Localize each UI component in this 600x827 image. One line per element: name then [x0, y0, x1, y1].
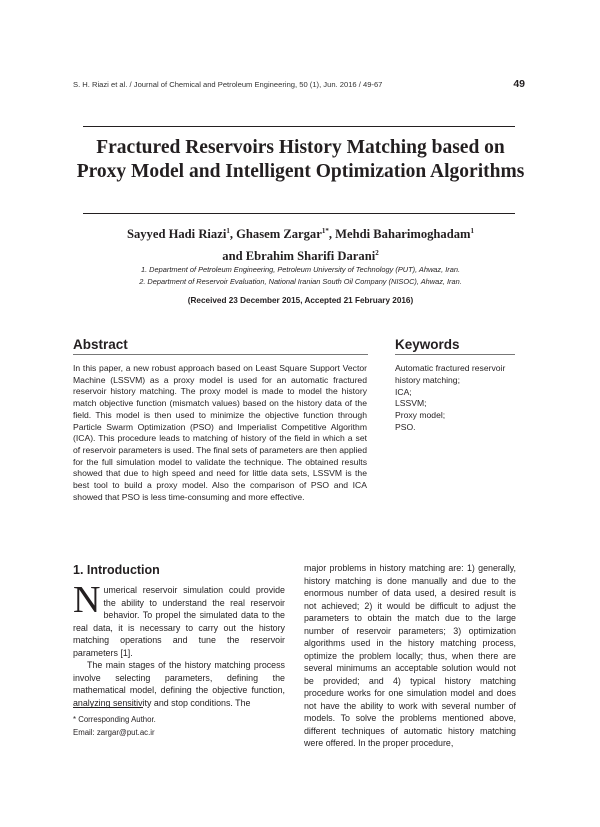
- title-bottom-rule: [83, 213, 515, 214]
- corresponding-author-note: * Corresponding Author.: [73, 715, 156, 724]
- footnote: [73, 713, 156, 739]
- intro-column-1: [73, 579, 285, 709]
- running-head: S. H. Riazi et al. / Journal of Chemical and Petroleum Engineering, 50 (1), Jun. 2016 / 49-67: [73, 80, 383, 89]
- author-name: Ghasem Zargar: [236, 227, 322, 242]
- keywords-heading: Keywords: [395, 337, 460, 352]
- abstract-rule: [73, 354, 368, 355]
- intro-paragraph-2: The main stages of the history matching process involve selecting parameters, defining the mathematical model, defining the objective function, analyzing sensitivity and stop conditions. The: [73, 660, 285, 708]
- author-list: [73, 222, 528, 265]
- footnote-rule: [73, 707, 143, 708]
- drop-cap: N: [73, 579, 101, 621]
- keyword-item: PSO.: [395, 421, 416, 432]
- author-affiliation-mark: 1: [470, 227, 475, 235]
- page-number: 49: [513, 78, 525, 90]
- intro-paragraph-1: Numerical reservoir simulation could provide the ability to understand the real reservoir behavior. To propel the simulated data to the real data, it is necessary to carry out the history matching operations and tune the reservoir parameters [1].: [73, 579, 285, 658]
- keywords-rule: [395, 354, 515, 355]
- affiliations: [73, 264, 528, 288]
- keyword-item: Proxy model;: [395, 410, 446, 421]
- intro-column-2: [304, 562, 516, 750]
- abstract-text: In this paper, a new robust approach based on Least Square Support Vector Machine (LSSVM) as a proxy model is used for an automatic fractured reservoir history matching. The proxy model is made to model the history match objective function (mismatch values) based on the history data of the field. This model is then used to minimize the objective function through Particle Swarm Optimization (PSO) and Imperialist Competitive Algorithm (ICA). This procedure leads to matching of history of the field in which a set of reservoir parameters is used. The final sets of parameters are then applied for the full simulation model to validate the technique. The obtained results showed that due to high speed and need for little data sets, LSSVM is the best tool to build a proxy model. Also the comparison of PSO and ICA showed that PSO is less time-consuming and more effective.: [73, 363, 367, 502]
- introduction-heading: 1. Introduction: [73, 563, 160, 577]
- affiliation-2: 2. Department of Reservoir Evaluation, National Iranian South Oil Company (NISOC), Ahwaz, Iran.: [139, 277, 462, 286]
- abstract-heading: Abstract: [73, 337, 128, 352]
- keyword-item: Automatic fractured reservoir history matching;: [395, 363, 506, 385]
- author-affiliation-mark: 1: [226, 227, 230, 235]
- author-name: Mehdi Baharimoghadam: [335, 227, 471, 242]
- intro-paragraph-3: major problems in history matching are: 1) generally, history matching is done manually and due to the enormous number of data used, a desired result is not achieved; 2) it would be difficult to adjust the parameters to obtain the match due to the large number of reservoir parameters; 3) optimization algorithms used in the history matching process, optimize the problem locally; thus, when there are several minimums an acceptable solution would not be provided; and 4) typical history matching procedure works for one simulation model and does not have the ability to work with several number of models. To solve the problems mentioned above, different techniques of automatic history matching were offered. In the proper procedure,: [304, 563, 516, 748]
- author-line-1: Sayyed Hadi Riazi$^1$, Ghasem Zargar$^{1*}$, Mehdi Baharimoghadam$^1$: [126, 227, 475, 242]
- author-name: Sayyed Hadi Riazi: [126, 227, 227, 242]
- keyword-item: LSSVM;: [395, 398, 427, 409]
- paper-title: Fractured Reservoirs History Matching based on Proxy Model and Intelligent Optimization Algorithms: [76, 137, 525, 182]
- received-dates: (Received 23 December 2015, Accepted 21 February 2016): [187, 296, 414, 305]
- keyword-list: [395, 363, 513, 434]
- author-affiliation-mark: 1*: [321, 227, 329, 235]
- author-affiliation-mark: 2: [375, 248, 379, 257]
- author-name: and Ebrahim Sharifi Darani: [222, 248, 376, 263]
- affiliation-1: 1. Department of Petroleum Engineering, Petroleum University of Technology (PUT), Ahwaz, Iran.: [140, 265, 461, 274]
- title-top-rule: [83, 126, 515, 127]
- author-line-2: [73, 244, 528, 266]
- keyword-item: ICA;: [395, 386, 412, 397]
- corresponding-email: Email: zargar@put.ac.ir: [73, 728, 155, 737]
